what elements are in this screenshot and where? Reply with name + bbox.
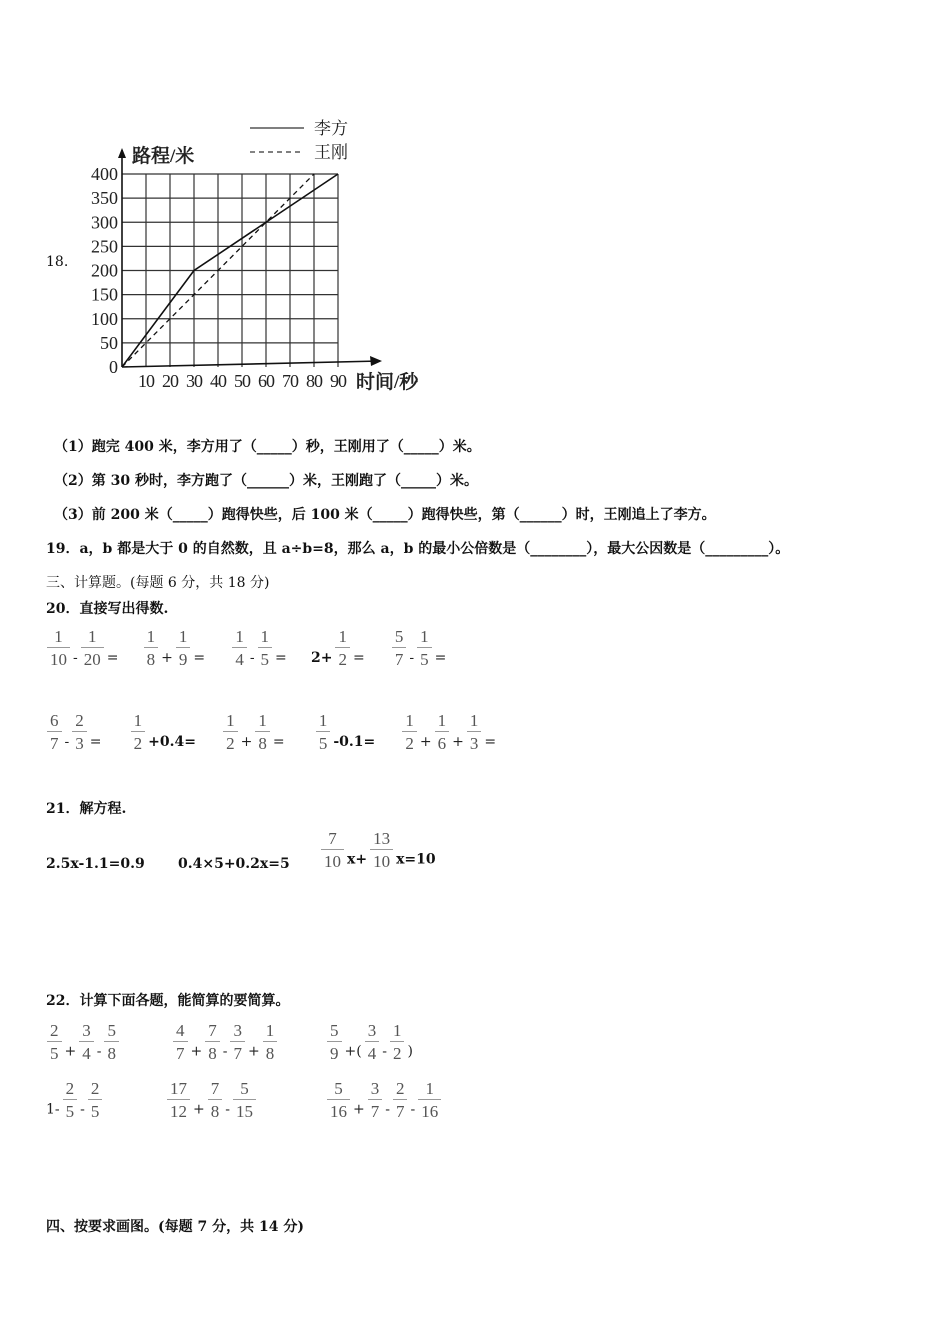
q18-sub3: （3）前 200 米（_____）跑得快些，后 100 米（_____）跑得快些，第（______）时，王刚追上了李方。 bbox=[54, 507, 716, 523]
q20-expr-7: $\frac{1}{2}$ +0.4= bbox=[128, 722, 201, 741]
x-tick-label: 20 bbox=[162, 371, 178, 391]
q18-number: 18. bbox=[46, 254, 69, 270]
x-tick-label: 80 bbox=[306, 371, 322, 391]
y-axis-arrow-icon bbox=[118, 148, 126, 158]
y-tick-label: 150 bbox=[91, 284, 118, 305]
q22-expr-d: 1- $\frac{2}{5}$ - $\frac{2}{5}$ bbox=[46, 1080, 105, 1120]
chart-ylabel: 路程/米 bbox=[132, 146, 195, 167]
y-tick-label: 300 bbox=[91, 212, 118, 233]
x-axis-arrow-icon bbox=[370, 356, 382, 366]
q19-text: 19．a，b 都是大于 0 的自然数，且 a÷b=8，那么 a，b 的最小公倍数是（________），最大公因数是（_________）。 bbox=[46, 541, 790, 557]
y-tick-label: 0 bbox=[109, 357, 118, 377]
y-tick-label: 400 bbox=[91, 164, 118, 184]
q20-row1 bbox=[44, 628, 446, 668]
q21-eq3: $\frac{7}{10}$ x+ $\frac{13}{10}$ x=10 bbox=[318, 830, 436, 870]
q20-expr-1: $\frac{1}{10}$ - $\frac{1}{20}$ = bbox=[44, 638, 124, 657]
q20-title: 20．直接写出得数. bbox=[46, 601, 169, 617]
chart-xlabel: 时间/秒 bbox=[356, 372, 419, 393]
q20-expr-10: $\frac{1}{2}$ + $\frac{1}{6}$ + $\frac{1}{3}$ = bbox=[399, 722, 496, 741]
q21-title: 21．解方程. bbox=[46, 801, 127, 817]
y-tick-label: 250 bbox=[91, 236, 118, 257]
y-tick-label: 200 bbox=[91, 260, 118, 281]
q18-sub2: （2）第 30 秒时，李方跑了（______）米，王刚跑了（_____）米。 bbox=[54, 473, 478, 489]
q22-expr-e: $\frac{17}{12}$ + $\frac{7}{8}$ - $\frac{5}{15}$ bbox=[164, 1080, 259, 1120]
x-tick-label: 60 bbox=[258, 371, 274, 391]
x-axis bbox=[122, 361, 380, 367]
y-tick-label: 350 bbox=[91, 188, 118, 209]
x-tick-label: 90 bbox=[330, 371, 346, 391]
x-tick-label: 50 bbox=[234, 371, 250, 391]
section3-heading: 三、计算题。(每题 6 分，共 18 分) bbox=[46, 575, 270, 591]
x-tick-label: 70 bbox=[282, 371, 298, 391]
q20-expr-6: $\frac{6}{7}$ - $\frac{2}{3}$ = bbox=[44, 722, 107, 741]
q22-expr-a: $\frac{2}{5}$ + $\frac{3}{4}$ - $\frac{5}{8}$ bbox=[44, 1022, 122, 1062]
section4-heading: 四、按要求画图。(每题 7 分，共 14 分) bbox=[46, 1219, 304, 1235]
q22-expr-c: $\frac{5}{9}$ +( $\frac{3}{4}$ - $\frac{1}{2}$ ) bbox=[324, 1022, 413, 1062]
x-tick-label: 30 bbox=[186, 371, 202, 391]
q21-eq1: 2.5x-1.1=0.9 bbox=[46, 856, 145, 872]
y-tick-label: 100 bbox=[91, 308, 118, 329]
q21-eq2: 0.4×5+0.2x=5 bbox=[178, 856, 290, 872]
x-tick-label: 10 bbox=[138, 371, 154, 391]
legend-label-1: 李方 bbox=[314, 119, 348, 138]
q22-expr-b: $\frac{4}{7}$ + $\frac{7}{8}$ - $\frac{3}{7}$ + $\frac{1}{8}$ bbox=[170, 1022, 280, 1062]
q20-expr-2: $\frac{1}{8}$ + $\frac{1}{9}$ = bbox=[141, 638, 211, 657]
q20-row2 bbox=[44, 712, 496, 752]
q22-expr-f: $\frac{5}{16}$ + $\frac{3}{7}$ - $\frac{2}{7}$ - $\frac{1}{16}$ bbox=[324, 1080, 444, 1120]
x-tick-label: 40 bbox=[210, 371, 226, 391]
q20-expr-5: $\frac{5}{7}$ - $\frac{1}{5}$ = bbox=[389, 638, 446, 657]
q18-sub1: （1）跑完 400 米，李方用了（_____）秒，王刚用了（_____）米。 bbox=[54, 439, 481, 455]
q22-title: 22．计算下面各题，能简算的要简算。 bbox=[46, 993, 290, 1009]
q20-expr-3: $\frac{1}{4}$ - $\frac{1}{5}$ = bbox=[229, 638, 292, 657]
legend-label-2: 王刚 bbox=[314, 143, 348, 162]
q20-expr-9: $\frac{1}{5}$ -0.1= bbox=[313, 722, 381, 741]
y-tick-label: 50 bbox=[100, 332, 118, 353]
q20-expr-8: $\frac{1}{2}$ + $\frac{1}{8}$ = bbox=[220, 722, 290, 741]
distance-time-chart bbox=[91, 112, 430, 402]
q20-expr-4: 2+ $\frac{1}{2}$ = bbox=[310, 627, 365, 669]
